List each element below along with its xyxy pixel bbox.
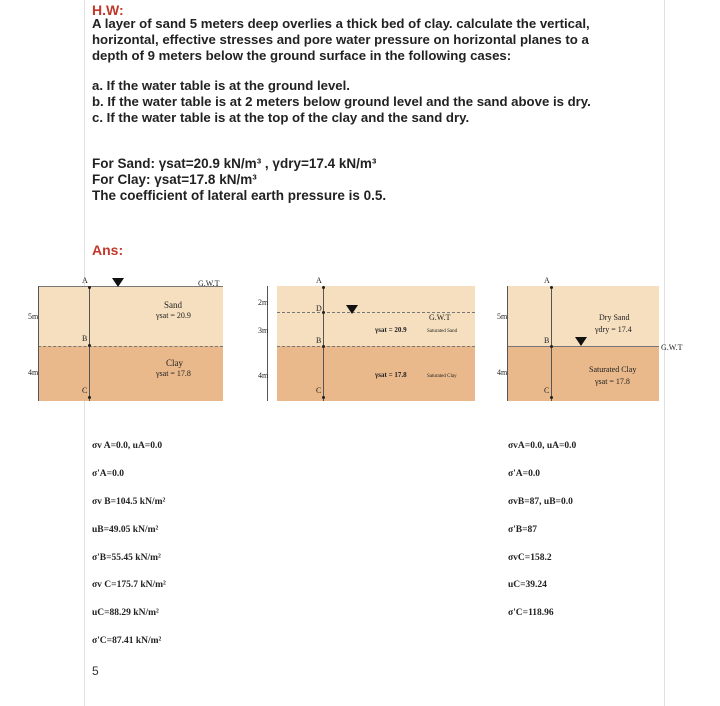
clay-label: Saturated Clay [427,374,457,379]
clay-gamma: γsat = 17.8 [156,369,191,378]
case-a: a. If the water table is at the ground level. [92,78,350,93]
sand-gamma: γsat = 20.9 [375,326,407,334]
result-c-line-1: σvA=0.0, uA=0.0 [508,441,577,451]
clay-label: Clay [166,358,183,368]
point-b: B [82,334,88,343]
result-c-line-5: σvC=158.2 [508,553,552,563]
gwt-line [38,286,223,287]
depth-sand: 5m [497,312,508,321]
point-a: A [316,276,322,285]
clay-label: Saturated Clay [589,365,637,374]
page-number: 5 [92,664,99,678]
depth-clay: 4m [28,368,39,377]
point-c: C [544,386,550,395]
water-table-icon [112,278,124,287]
point-line [323,286,324,401]
result-c-line-4: σ'B=87 [508,525,538,535]
hw-heading: H.W: [92,2,124,18]
result-a-line-1: σv A=0.0, uA=0.0 [92,441,163,451]
depth-3m: 3m [258,326,269,335]
result-a-line-6: σv C=175.7 kN/m² [92,580,166,590]
depth-line [38,286,39,401]
result-a-line-2: σ'A=0.0 [92,469,124,479]
gwt-label: G.W.T [661,343,683,352]
sand-layer [38,286,223,346]
cases-list [92,78,612,126]
point-a-dot [322,286,325,289]
diagram-case-c [495,276,695,411]
point-d-dot [322,311,325,314]
point-d: D [316,304,322,313]
point-a-dot [550,286,553,289]
point-c-dot [88,396,91,399]
gwt-label: G.W.T [429,313,451,322]
result-a-line-4: uB=49.05 kN/m² [92,525,159,535]
result-c-line-6: uC=39.24 [508,580,547,590]
clay-gamma: γsat = 17.8 [595,377,630,386]
gwt-label: G.W.T [198,279,220,288]
water-table-icon [346,305,358,314]
clay-properties: For Clay: γsat=17.8 kN/m³ [92,172,257,187]
sand-properties: For Sand: γsat=20.9 kN/m³ , γdry=17.4 kN/m³ [92,156,377,171]
case-c: c. If the water table is at the top of the clay and the sand dry. [92,110,470,125]
point-a-dot [88,286,91,289]
result-c-line-2: σ'A=0.0 [508,469,540,479]
result-a-line-5: σ'B=55.45 kN/m² [92,553,161,563]
gwt-line [507,346,659,347]
result-a-line-7: uC=88.29 kN/m² [92,608,159,618]
point-b-dot [322,345,325,348]
question-text: A layer of sand 5 meters deep overlies a thick bed of clay. calculate the vertical, horizontal, effective stresses and pore water pressure on horizontal planes to a depth of 9 meters below the ground surface in the following cases: [92,16,590,63]
point-b-dot [88,344,91,347]
sand-clay-boundary [277,346,475,347]
result-a-line-8: σ'C=87.41 kN/m² [92,636,162,646]
diagram-case-a [28,276,223,411]
depth-2m: 2m [258,298,269,307]
result-c-line-3: σvB=87, uB=0.0 [508,497,573,507]
ans-heading: Ans: [92,242,124,258]
point-a: A [544,276,550,285]
lateral-coefficient: The coefficient of lateral earth pressure is 0.5. [92,188,387,203]
depth-sand: 5m [28,312,39,321]
depth-4m: 4m [258,371,269,380]
point-c-dot [322,396,325,399]
point-a: A [82,276,88,285]
point-b: B [544,336,550,345]
depth-line [507,286,508,401]
sand-label: Sand [164,300,182,310]
clay-gamma: γsat = 17.8 [375,371,407,379]
point-c: C [316,386,322,395]
point-line [551,286,552,401]
point-b-dot [550,345,553,348]
sand-label: Saturated Sand [427,329,458,334]
clay-layer [38,346,223,401]
result-c-line-7: σ'C=118.96 [508,608,554,618]
water-table-icon [575,337,587,346]
result-a-line-3: σv B=104.5 kN/m² [92,497,166,507]
diagram-case-b [255,276,475,411]
case-b: b. If the water table is at 2 meters below ground level and the sand above is dry. [92,94,591,109]
sand-clay-boundary [38,346,223,347]
sand-gamma: γsat = 20.9 [156,311,191,320]
point-b: B [316,336,322,345]
point-c-dot [550,396,553,399]
sand-gamma: γdry = 17.4 [595,325,632,334]
point-c: C [82,386,88,395]
soil-properties [92,156,612,204]
sand-label: Dry Sand [599,313,630,322]
depth-clay: 4m [497,368,508,377]
